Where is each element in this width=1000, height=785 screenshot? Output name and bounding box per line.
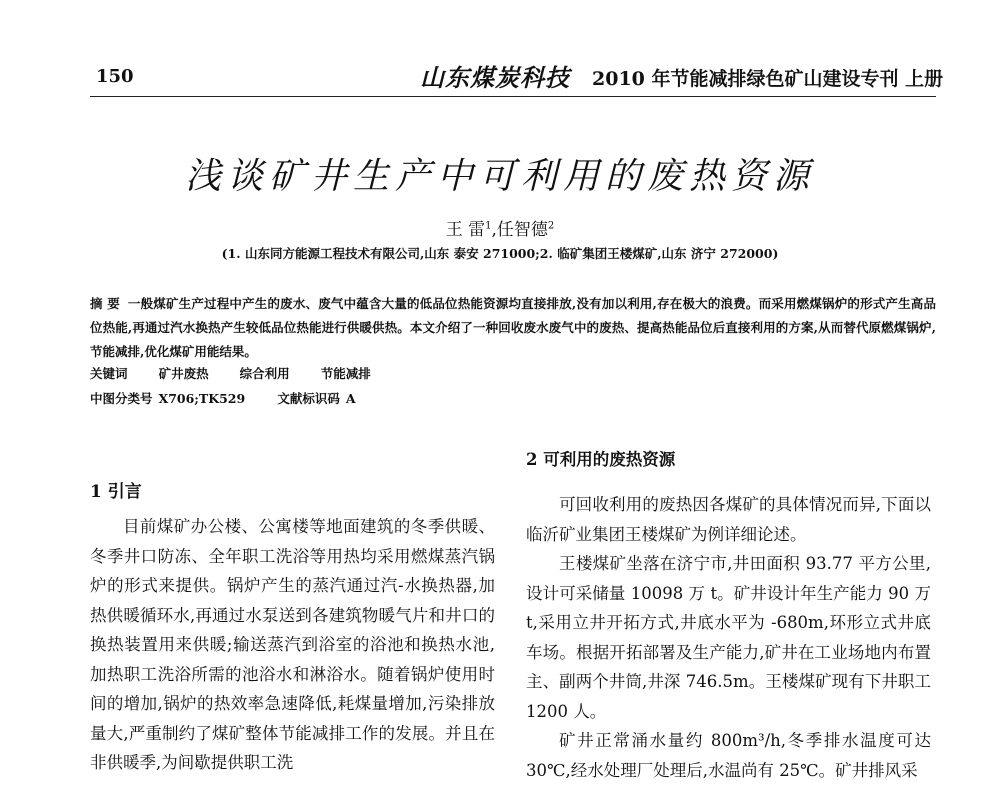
abstract bbox=[90, 292, 936, 364]
paragraph: 王楼煤矿坐落在济宁市,井田面积 93.77 平方公里,设计可采储量 10098 万 t。矿井设计年生产能力 90 万 t,采用立井开拓方式,井底水平为 -680m,环形立式井底车场。根据开拓部署及生产能力,矿井在工业场地内布置主、副两个井筒,井深 746.5m。王楼煤矿现有下井职工 1200 人。 bbox=[526, 554, 931, 721]
keyword-item: 综合利用 bbox=[239, 366, 290, 381]
doc-code-label: 文献标识码 bbox=[277, 391, 340, 406]
classification-label: 中图分类号 bbox=[90, 391, 153, 406]
author-1-affil-mark: 1 bbox=[485, 220, 492, 232]
page-number: 150 bbox=[96, 66, 134, 87]
author-1: 王 雷 bbox=[445, 220, 486, 240]
paragraph: 目前煤矿办公楼、公寓楼等地面建筑的冬季供暖、冬季井口防冻、全年职工洗浴等用热均采用燃煤蒸汽锅炉的形式来提供。锅炉产生的蒸汽通过汽-水换热器,加热供暖循环水,再通过水泵送到各建筑物暖气片和井口的换热装置用来供暖;输送蒸汽到浴室的浴池和换热水池,加热职工洗浴所需的池浴水和淋浴水。随着锅炉使用时间的增加,锅炉的热效率急速降低,耗煤量增加,污染排放量大,严重制约了煤矿整体节能减排工作的发展。并且在非供暖季,为间歇提供职工洗 bbox=[90, 517, 495, 772]
header-rule bbox=[90, 96, 936, 97]
journal-name: 山东煤炭科技 bbox=[420, 63, 570, 92]
paragraph: 可回收利用的废热因各煤矿的具体情况而异,下面以临沂矿业集团王楼煤矿为例详细论述。 bbox=[526, 495, 931, 544]
paragraph: 矿井正常涌水量约 800m³/h,冬季排水温度可达 30℃,经水处理厂处理后,水温尚有 25℃。矿井排风采 bbox=[526, 731, 931, 780]
section-2-heading: 2 可利用的废热资源 bbox=[526, 450, 676, 469]
keywords-label: 关键词 bbox=[90, 366, 128, 381]
keywords bbox=[90, 364, 371, 382]
section-1-heading: 1 引言 bbox=[90, 482, 142, 502]
classification bbox=[90, 389, 362, 407]
issue-info: 2010 年节能减排绿色矿山建设专刊 上册 bbox=[592, 68, 944, 90]
keyword-item: 矿井废热 bbox=[158, 366, 209, 381]
author-line bbox=[0, 215, 1000, 240]
abstract-text: 一般煤矿生产过程中产生的废水、废气中蕴含大量的低品位热能资源均直接排放,没有加以利用,存在极大的浪费。而采用燃煤锅炉的形式产生高品位热能,再通过汽水换热产生较低品位热能进行供暖供热。本文介绍了一种回收废水废气中的废热、提高热能品位后直接利用的方案,从而替代原燃煤锅炉,节能减排,优化煤矿用能结果。 bbox=[90, 296, 936, 359]
abstract-label: 摘 要 bbox=[90, 296, 120, 311]
author-2-affil-mark: 2 bbox=[547, 220, 555, 232]
keyword-item: 节能减排 bbox=[320, 366, 371, 381]
author-2: 任智德 bbox=[496, 220, 548, 240]
affiliation: (1. 山东同方能源工程技术有限公司,山东 泰安 271000;2. 临矿集团王楼煤矿,山东 济宁 272000) bbox=[221, 246, 779, 261]
section-1-body bbox=[90, 512, 495, 778]
classification-value: X706;TK529 bbox=[158, 391, 246, 406]
article-title: 浅谈矿井生产中可利用的废热资源 bbox=[184, 156, 815, 197]
doc-code-value: A bbox=[345, 391, 356, 406]
author-separator: , bbox=[491, 220, 497, 240]
section-2-body bbox=[526, 490, 931, 785]
